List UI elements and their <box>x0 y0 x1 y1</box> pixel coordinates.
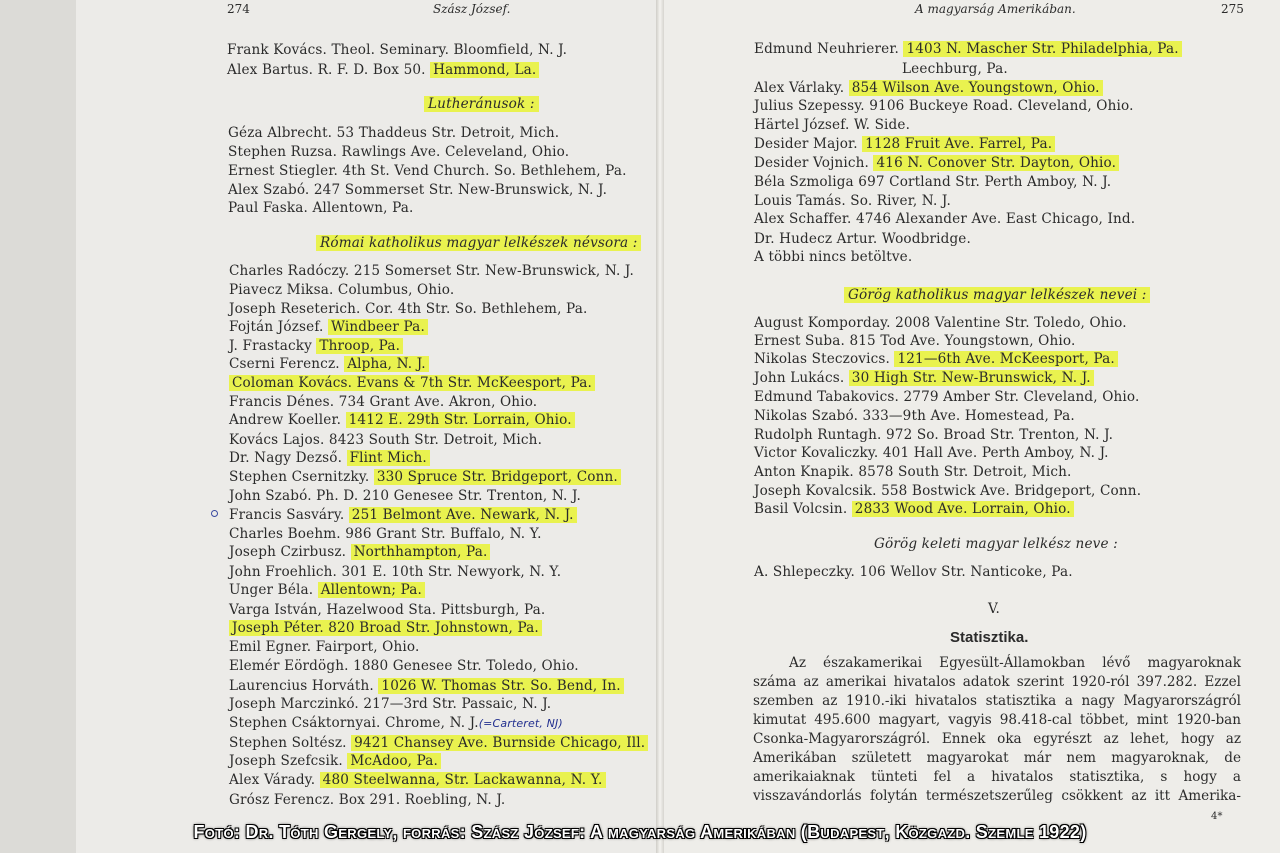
highlighted-address: 1128 Fruit Ave. Farrel, Pa. <box>862 136 1055 152</box>
directory-entry <box>229 468 621 486</box>
entry-name: Paul Faska. <box>228 200 313 216</box>
entry-name: Francis Sasváry. <box>229 507 349 523</box>
entry-address: 986 Grant Str. Buffalo, N. Y. <box>345 526 542 542</box>
entry-address: Fairport, Ohio. <box>315 639 420 655</box>
entry-name: Joseph Kovalcsik. <box>754 483 882 499</box>
entry-address: 972 So. Broad Str. Trenton, N. J. <box>885 427 1114 443</box>
entry-name: Francis Dénes. <box>229 394 339 410</box>
entry-address: So. River, N. J. <box>850 193 951 209</box>
entry-address: 333—9th Ave. Homestead, Pa. <box>862 408 1075 424</box>
entry-name: Unger Béla. <box>229 582 318 598</box>
directory-entry <box>754 369 1094 387</box>
paragraph-line: amerikaiaknak tünteti fel a hivatalos statisztika, s hogy a <box>753 769 1241 785</box>
directory-entry <box>229 506 577 524</box>
directory-entry <box>754 135 1055 153</box>
entry-name: Alex Várady. <box>229 772 320 788</box>
entry-name: Joseph Marczinkó. <box>229 696 364 712</box>
entry-name: Anton Knapik. <box>754 464 859 480</box>
highlighted-address: 251 Belmont Ave. Newark, N. J. <box>349 507 577 523</box>
entry-name: Grósz Ferencz. <box>229 792 339 808</box>
entry-address: 217—3rd Str. Passaic, N. J. <box>363 696 552 712</box>
entry-name: Joseph Czirbusz. <box>229 544 351 560</box>
entry-name: Julius Szepessy. <box>754 98 870 114</box>
directory-entry <box>229 262 634 280</box>
directory-entry <box>229 543 490 561</box>
left-running-title: Szász József. <box>433 2 511 16</box>
entry-address: Rawlings Ave. Celeveland, Ohio. <box>341 144 570 160</box>
entry-name: Edmund Neuhrierer. <box>754 41 904 57</box>
entry-address: 247 Sommerset Str. New-Brunswick, N. J. <box>313 182 608 198</box>
directory-entry <box>229 487 581 505</box>
entry-name: Laurencius Horváth. <box>229 678 379 694</box>
directory-entry <box>229 449 430 467</box>
entry-address: Columbus, Ohio. <box>337 282 455 298</box>
heading-text: Lutheránusok : <box>424 96 539 112</box>
directory-entry <box>229 525 542 543</box>
directory-entry <box>229 393 537 411</box>
entry-name: Stephen Ruzsa. <box>228 144 342 160</box>
entry-address: 558 Bostwick Ave. Bridgeport, Conn. <box>881 483 1142 499</box>
directory-entry <box>754 154 1119 172</box>
directory-entry <box>754 444 1109 462</box>
directory-entry <box>754 463 1071 481</box>
directory-entry <box>229 411 575 429</box>
entry-name: Härtel József. <box>754 117 854 133</box>
entry-name: Kovács Lajos. <box>229 432 329 448</box>
entry-address: Allentown, Pa. <box>312 200 414 216</box>
entry-address: 1880 Genesee Str. Toledo, Ohio. <box>353 658 579 674</box>
directory-entry <box>754 116 910 134</box>
highlighted-address: 480 Steelwanna, Str. Lackawanna, N. Y. <box>320 772 606 788</box>
directory-entry <box>229 695 551 713</box>
entry-name: Elemér Eördögh. <box>229 658 354 674</box>
directory-entry <box>229 300 587 318</box>
heading-text: Görög keleti magyar lelkész neve : <box>874 536 1118 552</box>
entry-address: 4th St. Vend Church. So. Bethlehem, Pa. <box>342 163 627 179</box>
highlighted-address: Flint Mich. <box>347 450 430 466</box>
directory-entry <box>754 79 1103 97</box>
entry-name: August Komporday. <box>754 315 896 331</box>
section-heading <box>424 95 539 113</box>
entry-name: Stephen Csernitzky. <box>229 469 374 485</box>
highlighted-address: 416 N. Conover Str. Dayton, Ohio. <box>873 155 1119 171</box>
directory-entry <box>228 124 559 142</box>
entry-name: Rudolph Runtagh. <box>754 427 886 443</box>
directory-entry <box>229 638 419 656</box>
highlighted-address: Hammond, La. <box>430 62 539 78</box>
directory-entry <box>754 230 971 248</box>
entry-name: A. Shlepeczky. <box>754 564 860 580</box>
directory-entry <box>229 791 505 809</box>
paragraph-line: szemben az 1910.-iki hivatalos statisztika a nagy Magyarországról <box>753 693 1241 709</box>
entry-address: Cor. 4th Str. So. Bethlehem, Pa. <box>364 301 588 317</box>
paragraph-line: Amerikában született magyarokat már nem magyaroknak, de <box>753 750 1241 766</box>
entry-name: Charles Boehm. <box>229 526 346 542</box>
right-page-number: 275 <box>1221 2 1244 16</box>
background-strip <box>0 0 76 853</box>
directory-entry <box>754 407 1075 425</box>
entry-address: 401 Hall Ave. Perth Amboy, N. J. <box>882 445 1109 461</box>
highlighted-address: 330 Spruce Str. Bridgeport, Conn. <box>374 469 621 485</box>
entry-address: 697 Cortland Str. Perth Amboy, N. J. <box>858 174 1112 190</box>
directory-entry <box>227 61 539 79</box>
entry-name: Andrew Koeller. <box>229 412 346 428</box>
directory-entry <box>229 581 425 599</box>
signature-mark: 4* <box>1211 811 1223 822</box>
directory-entry <box>228 162 627 180</box>
entry-name: Basil Volcsin. <box>754 501 852 517</box>
directory-entry <box>229 431 542 449</box>
paragraph-line: száma az amerikai hivatalos adatok szerint 1920-ról 397.282. Ezzel <box>753 674 1241 690</box>
highlighted-address: Northhampton, Pa. <box>351 544 491 560</box>
directory-entry <box>754 97 1134 115</box>
entry-name: Alex Schaffer. <box>754 211 856 227</box>
entry-address: Woodbridge. <box>881 231 971 247</box>
directory-entry <box>229 281 454 299</box>
entry-address: 53 Thaddeus Str. Detroit, Mich. <box>336 125 560 141</box>
entry-name: Nikolas Steczovics. <box>754 351 895 367</box>
section-heading <box>844 286 1150 304</box>
directory-entry <box>754 350 1118 368</box>
highlighted-address: Joseph Péter. 820 Broad Str. Johnstown, Pa. <box>229 620 542 636</box>
entry-name: Desider Major. <box>754 136 863 152</box>
entry-name: Louis Tamás. <box>754 193 851 209</box>
paragraph-line: visszavándorlás folytán természetszerűleg csökkent az itt Amerika- <box>753 788 1241 804</box>
entry-address: Leechburg, Pa. <box>902 61 1008 77</box>
entry-name: Desider Vojnich. <box>754 155 874 171</box>
entry-name: Cserni Ferencz. <box>229 356 345 372</box>
entry-address: 4746 Alexander Ave. East Chicago, Ind. <box>856 211 1136 227</box>
directory-entry <box>902 60 1008 78</box>
entry-address: 9106 Buckeye Road. Cleveland, Ohio. <box>869 98 1134 114</box>
directory-entry <box>229 771 606 789</box>
directory-entry <box>754 173 1111 191</box>
entry-name: Charles Radóczy. <box>229 263 354 279</box>
highlighted-address: Throop, Pa. <box>316 338 403 354</box>
heading-text: Római katholikus magyar lelkészek névsora : <box>316 235 641 251</box>
highlighted-address: 854 Wilson Ave. Youngstown, Ohio. <box>849 80 1103 96</box>
entry-name: Stephen Csáktornyai. <box>229 715 385 731</box>
directory-entry <box>228 199 414 217</box>
entry-address: Hazelwood Sta. Pittsburgh, Pa. <box>326 602 546 618</box>
directory-entry <box>754 210 1135 228</box>
directory-entry <box>229 318 428 336</box>
section-number: V. <box>988 601 1000 617</box>
entry-address: 8423 South Str. Detroit, Mich. <box>328 432 543 448</box>
directory-entry <box>229 752 441 770</box>
directory-entry <box>754 426 1113 444</box>
section-heading <box>316 234 641 252</box>
entry-name: Varga István, <box>229 602 327 618</box>
directory-entry <box>229 734 648 752</box>
directory-entry <box>229 619 542 637</box>
entry-address: 2008 Valentine Str. Toledo, Ohio. <box>895 315 1127 331</box>
entry-name: Béla Szmoliga <box>754 174 859 190</box>
entry-name: Joseph Reseterich. <box>229 301 365 317</box>
book-gutter <box>656 0 664 853</box>
entry-address: 215 Somerset Str. New-Brunswick, N. J. <box>353 263 634 279</box>
entry-name: Piavecz Miksa. <box>229 282 338 298</box>
highlighted-address: 2833 Wood Ave. Lorrain, Ohio. <box>852 501 1074 517</box>
directory-entry <box>229 563 561 581</box>
entry-name: Ernest Stiegler. <box>228 163 343 179</box>
entry-address: 301 E. 10th Str. Newyork, N. Y. <box>341 564 562 580</box>
pen-mark <box>211 510 218 517</box>
entry-name: Fojtán József. <box>229 319 328 335</box>
entry-address: 2779 Amber Str. Cleveland, Ohio. <box>903 389 1140 405</box>
entry-address: 815 Tod Ave. Youngstown, Ohio. <box>849 333 1076 349</box>
handwritten-note: (=Carteret, NJ) <box>478 717 563 730</box>
paragraph-line: Az északamerikai Egyesült-Államokban lévő magyaroknak <box>789 655 1241 671</box>
left-page-number: 274 <box>227 2 250 16</box>
directory-entry <box>229 677 624 695</box>
entry-name: Ernest Suba. <box>754 333 850 349</box>
entry-address: 8578 South Str. Detroit, Mich. <box>858 464 1072 480</box>
directory-entry <box>754 248 912 266</box>
highlighted-address: Allentown; Pa. <box>318 582 425 598</box>
photo-caption: Fotó: Dr. Tóth Gergely, forrás: Szász József: A magyarság Amerikában (Budapest, Közgazd. Szemle 1922) <box>193 822 1087 842</box>
directory-entry <box>228 143 569 161</box>
entry-address: 106 Wellov Str. Nanticoke, Pa. <box>859 564 1073 580</box>
statistics-paragraph <box>753 654 1241 806</box>
entry-name: John Szabó. <box>229 488 317 504</box>
directory-entry <box>754 314 1127 332</box>
entry-address: W. Side. <box>853 117 911 133</box>
directory-entry <box>754 388 1140 406</box>
directory-entry <box>229 374 595 392</box>
entry-name: Dr. Hudecz Artur. <box>754 231 882 247</box>
section-title: Statisztika. <box>950 629 1029 646</box>
entry-name: Victor Kovaliczky. <box>754 445 883 461</box>
entry-name: J. Frastacky <box>229 338 317 354</box>
entry-address: Chrome, N. J. <box>384 715 479 731</box>
directory-entry <box>754 40 1182 58</box>
entry-name: Emil Egner. <box>229 639 316 655</box>
highlighted-address: McAdoo, Pa. <box>347 753 441 769</box>
entry-name: Alex Szabó. <box>228 182 314 198</box>
directory-entry <box>228 181 607 199</box>
entry-name: Edmund Tabakovics. <box>754 389 904 405</box>
entry-address: Theol. Seminary. Bloomfield, N. J. <box>331 42 568 58</box>
directory-entry <box>754 500 1074 518</box>
highlighted-address: 1412 E. 29th Str. Lorrain, Ohio. <box>346 412 575 428</box>
entry-address: 734 Grant Ave. Akron, Ohio. <box>338 394 538 410</box>
directory-entry <box>754 482 1141 500</box>
right-running-title: A magyarság Amerikában. <box>915 2 1076 16</box>
section-heading <box>874 535 1118 553</box>
highlighted-address: 9421 Chansey Ave. Burnside Chicago, Ill. <box>351 735 648 751</box>
entry-name: John Froehlich. <box>229 564 342 580</box>
highlighted-address: 1026 W. Thomas Str. So. Bend, In. <box>378 678 623 694</box>
highlighted-address: 121—6th Ave. McKeesport, Pa. <box>894 351 1117 367</box>
paragraph-line: kimutat 495.600 magyart, vagyis 98.418-cal többet, mint 1920-ban <box>753 712 1241 728</box>
directory-entry <box>229 601 545 619</box>
entry-name: Géza Albrecht. <box>228 125 337 141</box>
entry-address: R. F. D. Box 50. <box>317 62 431 78</box>
entry-name: Stephen Soltész. <box>229 735 352 751</box>
directory-entry <box>754 192 951 210</box>
entry-name: Nikolas Szabó. <box>754 408 863 424</box>
directory-entry <box>229 355 429 373</box>
directory-entry <box>229 337 403 355</box>
entry-name: Alex Várlaky. <box>754 80 849 96</box>
entry-name: Frank Kovács. <box>227 42 332 58</box>
directory-entry <box>754 563 1073 581</box>
highlighted-address: Windbeer Pa. <box>328 319 428 335</box>
highlighted-address: 30 High Str. New-Brunswick, N. J. <box>849 370 1094 386</box>
entry-name: John Lukács. <box>754 370 849 386</box>
heading-text: Görög katholikus magyar lelkészek nevei : <box>844 287 1150 303</box>
entry-name: Dr. Nagy Dezső. <box>229 450 347 466</box>
entry-name: A többi nincs betöltve. <box>754 249 913 265</box>
entry-name: Alex Bartus. <box>227 62 318 78</box>
paragraph-line: Csonka-Magyarországról. Ennek oka egyrészt az lehet, hogy az <box>753 731 1241 747</box>
directory-entry <box>227 41 567 59</box>
highlighted-address: Alpha, N. J. <box>344 356 429 372</box>
entry-name: Joseph Szefcsik. <box>229 753 348 769</box>
entry-address: Box 291. Roebling, N. J. <box>338 792 506 808</box>
highlighted-address: 1403 N. Mascher Str. Philadelphia, Pa. <box>903 41 1181 57</box>
directory-entry <box>229 714 563 733</box>
highlighted-address: Coloman Kovács. Evans & 7th Str. McKeesport, Pa. <box>229 375 595 391</box>
entry-address: Ph. D. 210 Genesee Str. Trenton, N. J. <box>316 488 582 504</box>
directory-entry <box>229 657 579 675</box>
directory-entry <box>754 332 1075 350</box>
